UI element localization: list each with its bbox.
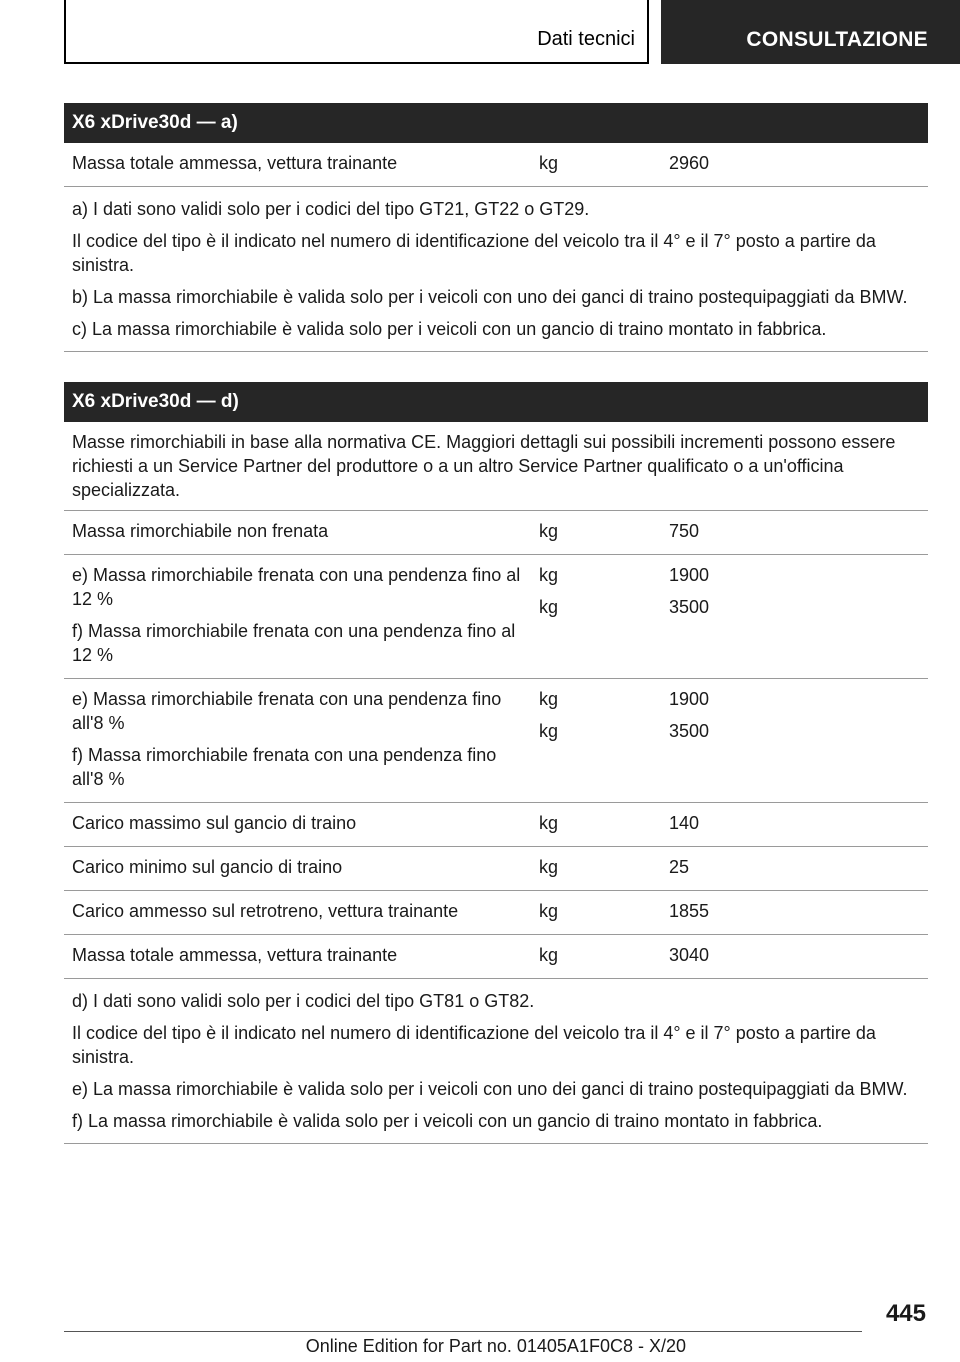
table-notes	[64, 187, 928, 352]
row-label: e) Massa rimorchiabile frenata con una pendenza fino al 12 %	[72, 565, 521, 609]
row-unit: kg	[539, 945, 559, 965]
row-label: Carico minimo sul gancio di traino	[72, 857, 343, 877]
note: Il codice del tipo è il indicato nel numero di identificazione del veicolo tra il 4° e il 7° posto a partire da sinistra.	[72, 1023, 876, 1067]
note: Il codice del tipo è il indicato nel numero di identificazione del veicolo tra il 4° e il 7° posto a partire da sinistra.	[72, 231, 876, 275]
table-row	[64, 555, 928, 679]
row-label: f) Massa rimorchiabile frenata con una pendenza fino all'8 %	[72, 745, 497, 789]
row-value: 3500	[669, 721, 710, 741]
edition-note: Online Edition for Part no. 01405A1F0C8 - X/20	[305, 1336, 686, 1356]
row-unit: kg	[539, 565, 559, 585]
row-value: 3500	[669, 597, 710, 617]
table-row	[64, 935, 928, 979]
row-label: Massa totale ammessa, vettura trainante	[72, 945, 398, 965]
table-row	[64, 511, 928, 555]
note: a) I dati sono validi solo per i codici del tipo GT21, GT22 o GT29.	[72, 199, 590, 219]
header-section-tab	[64, 0, 649, 64]
table-row	[64, 891, 928, 935]
table-row	[64, 143, 928, 187]
row-unit: kg	[539, 813, 559, 833]
row-value: 750	[669, 521, 700, 541]
table-notes	[64, 979, 928, 1144]
row-label: Massa rimorchiabile non frenata	[72, 521, 329, 541]
row-value: 140	[669, 813, 700, 833]
section-title: Dati tecnici	[537, 28, 635, 50]
row-unit: kg	[539, 597, 559, 617]
table-row	[64, 679, 928, 803]
row-unit: kg	[539, 857, 559, 877]
chapter-title: CONSULTAZIONE	[746, 28, 928, 51]
row-label: f) Massa rimorchiabile frenata con una pendenza fino al 12 %	[72, 621, 516, 665]
row-unit: kg	[539, 521, 559, 541]
table-row	[64, 803, 928, 847]
row-unit: kg	[539, 689, 559, 709]
table-description: Masse rimorchiabili in base alla normativa CE. Maggiori dettagli sui possibili incrementi possono essere richiesti a un Service Partner del produttore o a un altro Service Partner qualificato o a un'officina specializzata.	[64, 422, 928, 511]
note: f) La massa rimorchiabile è valida solo per i veicoli con un gancio di traino montato in fabbrica.	[72, 1111, 823, 1131]
note: c) La massa rimorchiabile è valida solo per i veicoli con un gancio di traino montato in fabbrica.	[72, 319, 827, 339]
row-label: Massa totale ammessa, vettura trainante	[72, 153, 398, 173]
page-content	[64, 103, 928, 1144]
row-value: 2960	[669, 153, 710, 173]
row-value: 3040	[669, 945, 710, 965]
note: d) I dati sono validi solo per i codici del tipo GT81 o GT82.	[72, 991, 535, 1011]
table-row	[64, 847, 928, 891]
row-unit: kg	[539, 901, 559, 921]
note: e) La massa rimorchiabile è valida solo per i veicoli con uno dei ganci di traino postequipaggiati da BMW.	[72, 1079, 908, 1099]
page-number: 445	[885, 1300, 926, 1327]
row-value: 1855	[669, 901, 710, 921]
row-unit: kg	[539, 721, 559, 741]
table-title: X6 xDrive30d — a)	[64, 103, 928, 143]
header-chapter-tab	[661, 0, 960, 64]
table-x6-a	[64, 103, 928, 352]
row-value: 1900	[669, 689, 710, 709]
row-unit: kg	[539, 153, 559, 173]
row-label: Carico ammesso sul retrotreno, vettura trainante	[72, 901, 459, 921]
row-value: 1900	[669, 565, 710, 585]
footer-divider	[64, 1331, 862, 1332]
note: b) La massa rimorchiabile è valida solo per i veicoli con uno dei ganci di traino postequipaggiati da BMW.	[72, 287, 908, 307]
table-x6-d	[64, 382, 928, 1144]
row-value: 25	[669, 857, 690, 877]
row-label: e) Massa rimorchiabile frenata con una pendenza fino all'8 %	[72, 689, 502, 733]
row-label: Carico massimo sul gancio di traino	[72, 813, 357, 833]
table-title: X6 xDrive30d — d)	[64, 382, 928, 422]
